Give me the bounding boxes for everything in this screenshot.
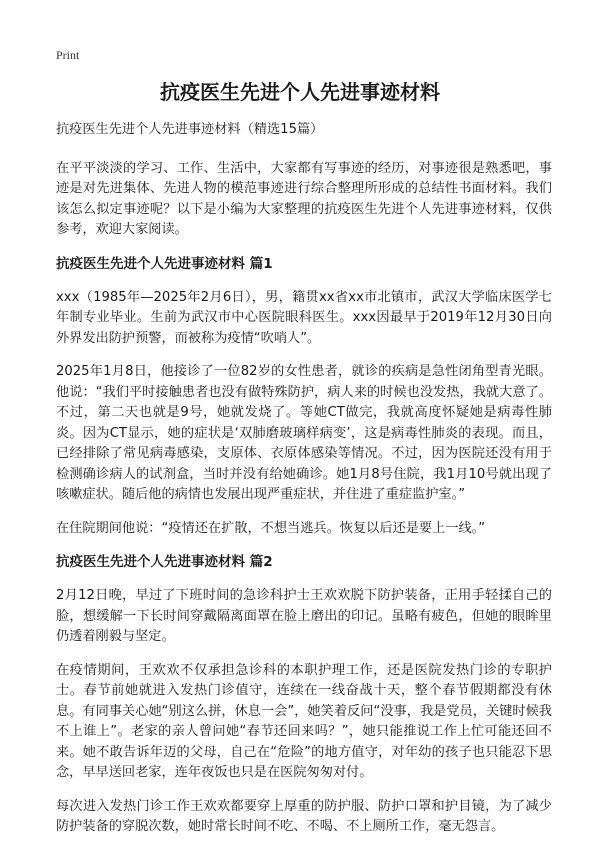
section-heading-1: 抗疫医生先进个人先进事迹材料 篇1 bbox=[56, 255, 273, 272]
page-title: 抗疫医生先进个人先进事迹材料 bbox=[160, 80, 440, 104]
section2-paragraph-3: 每次进入发热门诊工作王欢欢都要穿上厚重的防护服、防护口罩和护目镜，为了减少防护装备的穿脱次数，她时常长时间不吃、不喝、不上厕所工作，毫无怨言。 bbox=[56, 798, 552, 834]
section2-paragraph-1: 2月12日晚，早过了下班时间的急诊科护士王欢欢脱下防护装备，正用手轻揉自己的脸，想缓解一下长时间穿戴隔离面罩在脸上磨出的印记。虽略有疲色，但她的眼眸里仍透着刚毅与坚定。 bbox=[56, 588, 552, 644]
section1-paragraph-3: 在住院期间他说：“疫情还在扩散，不想当逃兵。恢复以后还是要上一线。” bbox=[56, 520, 486, 536]
section2-paragraph-2: 在疫情期间，王欢欢不仅承担急诊科的本职护理工作，还是医院发热门诊的专职护士。春节前她就进入发热门诊值守，连续在一线奋战十天，整个春节假期都没有休息。有同事关心她“别这么拼，休息一会”，她笑着反问“没事，我是党员，关键时候我不上谁上”。老家的亲人曾问她“春节还回来吗？”，她只能推说工作上忙可能还回不来。她不敢告诉年迈的父母，自己在“危险”的地方值守，对年幼的孩子也只能忍下思念，早早送回老家，连年夜饭也只是在医院匆匆对付。 bbox=[56, 662, 552, 780]
section1-paragraph-1: xxx（1985年—2025年2月6日），男，籍贯xx省xx市北镇市，武汉大学临床医学七年制专业毕业。生前为武汉市中心医院眼科医生。xxx因最早于2019年12月30日向外界发出防护预警，而被称为疫情“吹哨人”。 bbox=[56, 289, 552, 346]
print-link[interactable]: Print bbox=[56, 48, 80, 62]
intro-paragraph: 在平平淡淡的学习、工作、生活中，大家都有写事迹的经历，对事迹很是熟悉吧，事迹是对先进集体、先进人物的模范事迹进行综合整理所形成的总结性书面材料。我们该怎么拟定事迹呢？以下是小编为大家整理的抗疫医生先进个人先进事迹材料，仅供参考，欢迎大家阅读。 bbox=[56, 160, 552, 237]
article-body bbox=[56, 120, 552, 851]
article-subtitle: 抗疫医生先进个人先进事迹材料（精选15篇） bbox=[56, 122, 324, 137]
section1-paragraph-2: 2025年1月8日，他接诊了一位82岁的女性患者，就诊的疾病是急性闭角型青光眼。他说：“我们平时接触患者也没有做特殊防护，病人来的时候也没发热，我就大意了。不过，第二天也就是9号，她就发烧了。等她CT做完，我就高度怀疑她是病毒性肺炎。因为CT显示，她的症状是‘双肺磨玻璃样病变’，这是病毒性肺炎的表现。而且，已经排除了常见病毒感染，支原体、衣原体感染等情况。不过，因为医院还没有用于检测确诊病人的试剂盒，当时并没有给她确诊。她1月8号住院，我1月10号就出现了咳嗽症状。随后他的病情也发展出现严重症状，并住进了重症监护室。” bbox=[56, 364, 552, 502]
section-heading-2: 抗疫医生先进个人先进事迹材料 篇2 bbox=[56, 554, 273, 570]
